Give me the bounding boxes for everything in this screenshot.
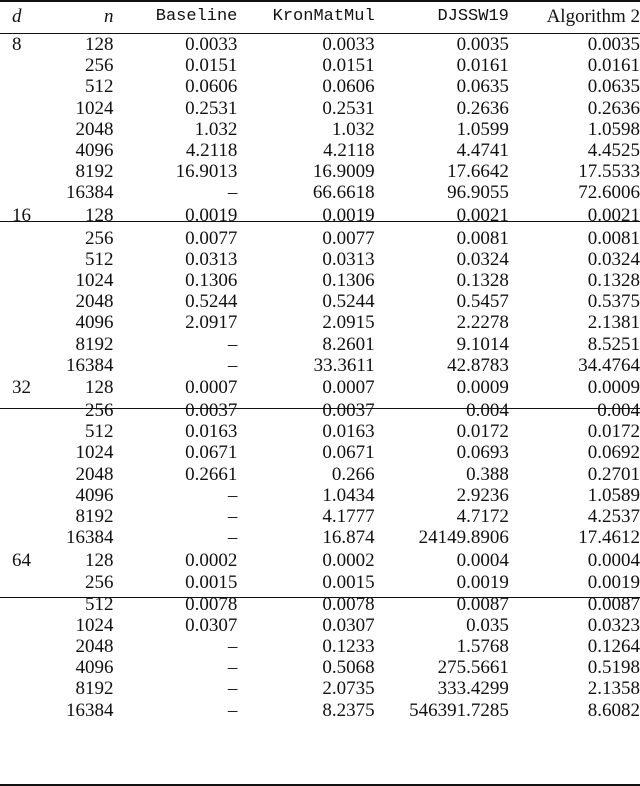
- cell-baseline: –: [227, 527, 238, 549]
- cell-kronmatmul: 0.0007: [322, 377, 375, 399]
- cell-algorithm2: 0.5198: [587, 657, 640, 679]
- cell-djssw19: 0.388: [466, 463, 509, 485]
- table-row: [0, 572, 640, 593]
- cell-baseline: 0.0313: [185, 248, 238, 270]
- cell-algorithm2: 0.0161: [587, 55, 640, 77]
- cell-djssw19: 0.2636: [456, 97, 509, 119]
- cell-algorithm2: 0.0021: [587, 205, 640, 227]
- table-row: [0, 291, 640, 312]
- cell-kronmatmul: 16.874: [322, 527, 375, 549]
- cell-algorithm2: 0.0004: [587, 549, 640, 571]
- cell-d: [0, 140, 43, 161]
- table-row: [0, 182, 640, 203]
- cell-baseline: –: [227, 333, 238, 355]
- cell-kronmatmul: 8.2601: [322, 333, 375, 355]
- table-row: [0, 636, 640, 657]
- cell-baseline: 0.1306: [185, 270, 238, 292]
- header-n: n: [104, 6, 114, 27]
- cell-djssw19: 0.0635: [456, 76, 509, 98]
- cell-kronmatmul: 2.0735: [322, 678, 375, 700]
- cell-djssw19: 0.0009: [456, 377, 509, 399]
- cell-d: [0, 228, 43, 249]
- cell-n: 4096: [75, 140, 114, 162]
- cell-n: 1024: [75, 270, 114, 292]
- cell-algorithm2: 4.4525: [587, 140, 640, 162]
- table-row: [0, 334, 640, 355]
- cell-kronmatmul: 2.0915: [322, 312, 375, 334]
- cell-n: 1024: [75, 442, 114, 464]
- cell-algorithm2: 0.2636: [587, 97, 640, 119]
- cell-baseline: 0.0606: [185, 76, 238, 98]
- cell-djssw19: 42.8783: [447, 354, 509, 376]
- cell-algorithm2: 0.0323: [587, 614, 640, 636]
- table-row: [0, 506, 640, 527]
- table-row: [0, 204, 640, 228]
- cell-djssw19: 24149.8906: [418, 527, 509, 549]
- cell-kronmatmul: 0.0078: [322, 593, 375, 615]
- cell-kronmatmul: 0.5068: [322, 657, 375, 679]
- table-row: [0, 421, 640, 442]
- cell-algorithm2: 72.6006: [578, 182, 640, 204]
- table-row: [0, 700, 640, 721]
- cell-djssw19: 17.6642: [447, 161, 509, 183]
- cell-d: [0, 98, 43, 119]
- cell-d: [0, 678, 43, 699]
- cell-kronmatmul: 0.0307: [322, 614, 375, 636]
- cell-n: 4096: [75, 312, 114, 334]
- cell-baseline: 4.2118: [185, 140, 238, 162]
- cell-djssw19: 0.0087: [456, 593, 509, 615]
- cell-d: [0, 572, 43, 593]
- cell-n: 8192: [75, 333, 114, 355]
- cell-kronmatmul: 0.0151: [322, 55, 375, 77]
- cell-algorithm2: 34.4764: [578, 354, 640, 376]
- cell-djssw19: 0.0324: [456, 248, 509, 270]
- cell-algorithm2: 17.5533: [578, 161, 640, 183]
- table-row: [0, 464, 640, 485]
- table-row: [0, 98, 640, 119]
- cell-n: 2048: [75, 118, 114, 140]
- cell-kronmatmul: 0.1233: [322, 636, 375, 658]
- cell-n: 512: [85, 76, 114, 98]
- cell-djssw19: 1.5768: [456, 636, 509, 658]
- cell-kronmatmul: 0.0077: [322, 227, 375, 249]
- cell-algorithm2: 8.5251: [587, 333, 640, 355]
- cell-n: 16384: [66, 354, 114, 376]
- cell-baseline: –: [227, 678, 238, 700]
- table-row: [0, 355, 640, 376]
- cell-d: [0, 270, 43, 291]
- cell-kronmatmul: 0.0671: [322, 442, 375, 464]
- cell-kronmatmul: 0.0019: [322, 205, 375, 227]
- cell-djssw19: 546391.7285: [409, 699, 509, 721]
- cell-d: 8: [12, 34, 22, 55]
- cell-n: 128: [85, 34, 114, 55]
- cell-n: 2048: [75, 636, 114, 658]
- cell-d: [0, 55, 43, 76]
- table-row: [0, 270, 640, 291]
- cell-baseline: –: [227, 484, 238, 506]
- cell-d: [0, 355, 43, 376]
- cell-n: 256: [85, 55, 114, 77]
- cell-n: 4096: [75, 484, 114, 506]
- cell-baseline: 0.0163: [185, 421, 238, 443]
- cell-d: [0, 615, 43, 636]
- cell-algorithm2: 0.004: [597, 400, 640, 422]
- cell-djssw19: 0.0081: [456, 227, 509, 249]
- cell-algorithm2: 0.0172: [587, 421, 640, 443]
- cell-algorithm2: 0.1328: [587, 270, 640, 292]
- cell-algorithm2: 0.2701: [587, 463, 640, 485]
- cell-d: [0, 421, 43, 442]
- cell-kronmatmul: 4.2118: [323, 140, 375, 162]
- cell-d: [0, 249, 43, 270]
- cell-d: [0, 312, 43, 333]
- table-row: [0, 312, 640, 333]
- table-row: [0, 657, 640, 678]
- cell-d: [0, 161, 43, 182]
- table-row: [0, 527, 640, 548]
- cell-d: [0, 76, 43, 97]
- cell-djssw19: 0.004: [466, 400, 509, 422]
- table-row: [0, 376, 640, 400]
- cell-baseline: –: [227, 506, 238, 528]
- table-row: [0, 400, 640, 421]
- cell-kronmatmul: 0.0606: [322, 76, 375, 98]
- cell-d: [0, 485, 43, 506]
- header-baseline: Baseline: [155, 7, 238, 26]
- cell-djssw19: 0.035: [466, 614, 509, 636]
- cell-baseline: 0.0002: [185, 549, 238, 571]
- cell-kronmatmul: 8.2375: [322, 699, 375, 721]
- cell-n: 128: [85, 549, 114, 571]
- cell-d: 64: [12, 549, 31, 571]
- cell-n: 512: [85, 593, 114, 615]
- cell-algorithm2: 2.1381: [587, 312, 640, 334]
- cell-algorithm2: 0.5375: [587, 291, 640, 313]
- cell-n: 128: [85, 377, 114, 399]
- cell-djssw19: 2.2278: [456, 312, 509, 334]
- table-row: [0, 140, 640, 161]
- cell-kronmatmul: 33.3611: [313, 354, 375, 376]
- cell-baseline: 0.0037: [185, 400, 238, 422]
- cell-n: 256: [85, 400, 114, 422]
- cell-n: 256: [85, 227, 114, 249]
- cell-kronmatmul: 1.0434: [322, 484, 375, 506]
- table-row: [0, 161, 640, 182]
- cell-algorithm2: 0.0081: [587, 227, 640, 249]
- cell-n: 8192: [75, 161, 114, 183]
- cell-algorithm2: 0.1264: [587, 636, 640, 658]
- cell-djssw19: 0.0172: [456, 421, 509, 443]
- cell-baseline: 0.2661: [185, 463, 238, 485]
- cell-d: [0, 334, 43, 355]
- cell-d: [0, 442, 43, 463]
- cell-kronmatmul: 16.9009: [312, 161, 375, 183]
- cell-kronmatmul: 66.6618: [312, 182, 375, 204]
- table-row: [0, 615, 640, 636]
- table-row: [0, 442, 640, 463]
- table-row: [0, 76, 640, 97]
- header-djssw19: DJSSW19: [437, 7, 509, 26]
- cell-d: 32: [12, 377, 31, 399]
- cell-djssw19: 4.7172: [456, 506, 509, 528]
- cell-baseline: 2.0917: [185, 312, 238, 334]
- cell-n: 8192: [75, 678, 114, 700]
- cell-d: [0, 291, 43, 312]
- cell-d: [0, 400, 43, 421]
- cell-baseline: 0.0151: [185, 55, 238, 77]
- header-row: [0, 0, 640, 34]
- cell-n: 128: [85, 205, 114, 227]
- cell-algorithm2: 0.0009: [587, 377, 640, 399]
- cell-djssw19: 0.1328: [456, 270, 509, 292]
- cell-djssw19: 0.0019: [456, 572, 509, 594]
- cell-kronmatmul: 0.1306: [322, 270, 375, 292]
- table-row: [0, 594, 640, 615]
- header-algorithm2: Algorithm 2: [546, 6, 640, 27]
- cell-baseline: –: [227, 657, 238, 679]
- cell-baseline: 0.0078: [185, 593, 238, 615]
- cell-djssw19: 333.4299: [437, 678, 509, 700]
- cell-n: 256: [85, 572, 114, 594]
- table-row: [0, 249, 640, 270]
- cell-d: [0, 527, 43, 548]
- cell-baseline: 0.0007: [185, 377, 238, 399]
- cell-algorithm2: 0.0692: [587, 442, 640, 464]
- cell-baseline: 0.0671: [185, 442, 238, 464]
- cell-djssw19: 96.9055: [447, 182, 509, 204]
- cell-d: [0, 700, 43, 721]
- table-row: [0, 228, 640, 249]
- cell-n: 16384: [66, 527, 114, 549]
- cell-baseline: 0.0019: [185, 205, 238, 227]
- table-row: [0, 485, 640, 506]
- cell-kronmatmul: 0.0163: [322, 421, 375, 443]
- cell-baseline: –: [227, 354, 238, 376]
- table-row: [0, 678, 640, 699]
- cell-n: 4096: [75, 657, 114, 679]
- cell-n: 16384: [66, 182, 114, 204]
- cell-baseline: 0.5244: [185, 291, 238, 313]
- cell-d: [0, 506, 43, 527]
- cell-algorithm2: 8.6082: [587, 699, 640, 721]
- cell-d: [0, 182, 43, 203]
- cell-algorithm2: 0.0019: [587, 572, 640, 594]
- cell-kronmatmul: 4.1777: [322, 506, 375, 528]
- cell-baseline: 0.0307: [185, 614, 238, 636]
- cell-kronmatmul: 0.0037: [322, 400, 375, 422]
- cell-n: 1024: [75, 97, 114, 119]
- header-d: d: [12, 6, 22, 27]
- cell-algorithm2: 0.0035: [587, 34, 640, 55]
- cell-djssw19: 1.0599: [456, 118, 509, 140]
- cell-baseline: 0.0077: [185, 227, 238, 249]
- cell-djssw19: 0.5457: [456, 291, 509, 313]
- table-row: [0, 119, 640, 140]
- cell-n: 2048: [75, 291, 114, 313]
- cell-baseline: 16.9013: [175, 161, 238, 183]
- cell-kronmatmul: 0.2531: [322, 97, 375, 119]
- cell-d: 16: [12, 205, 31, 227]
- cell-djssw19: 9.1014: [456, 333, 509, 355]
- cell-baseline: 0.0015: [185, 572, 238, 594]
- cell-djssw19: 0.0021: [456, 205, 509, 227]
- cell-n: 512: [85, 248, 114, 270]
- cell-kronmatmul: 0.5244: [322, 291, 375, 313]
- cell-n: 8192: [75, 506, 114, 528]
- cell-djssw19: 0.0004: [456, 549, 509, 571]
- cell-algorithm2: 0.0087: [587, 593, 640, 615]
- cell-baseline: –: [227, 699, 238, 721]
- cell-algorithm2: 0.0635: [587, 76, 640, 98]
- cell-djssw19: 275.5661: [437, 657, 509, 679]
- cell-djssw19: 4.4741: [456, 140, 509, 162]
- cell-n: 1024: [75, 614, 114, 636]
- cell-djssw19: 0.0693: [456, 442, 509, 464]
- cell-algorithm2: 1.0589: [587, 484, 640, 506]
- cell-n: 512: [85, 421, 114, 443]
- cell-baseline: 1.032: [194, 118, 238, 140]
- cell-djssw19: 0.0161: [456, 55, 509, 77]
- cell-algorithm2: 0.0324: [587, 248, 640, 270]
- cell-n: 2048: [75, 463, 114, 485]
- cell-algorithm2: 1.0598: [587, 118, 640, 140]
- cell-djssw19: 0.0035: [456, 34, 509, 55]
- cell-kronmatmul: 0.266: [331, 463, 375, 485]
- cell-baseline: –: [227, 636, 238, 658]
- cell-kronmatmul: 0.0002: [322, 549, 375, 571]
- cell-algorithm2: 17.4612: [578, 527, 640, 549]
- table-row: [0, 55, 640, 76]
- cell-algorithm2: 2.1358: [587, 678, 640, 700]
- cell-kronmatmul: 0.0313: [322, 248, 375, 270]
- cell-d: [0, 636, 43, 657]
- cell-kronmatmul: 0.0033: [322, 34, 375, 55]
- cell-kronmatmul: 1.032: [331, 118, 375, 140]
- cell-kronmatmul: 0.0015: [322, 572, 375, 594]
- table-row: [0, 34, 640, 55]
- cell-baseline: 0.2531: [185, 97, 238, 119]
- cell-d: [0, 594, 43, 615]
- cell-n: 16384: [66, 699, 114, 721]
- cell-baseline: 0.0033: [185, 34, 238, 55]
- cell-d: [0, 119, 43, 140]
- cell-algorithm2: 4.2537: [587, 506, 640, 528]
- table-row: [0, 548, 640, 572]
- table-body: [0, 34, 640, 721]
- cell-djssw19: 2.9236: [456, 484, 509, 506]
- cell-d: [0, 464, 43, 485]
- header-kronmatmul: KronMatMul: [272, 7, 375, 26]
- cell-d: [0, 657, 43, 678]
- cell-baseline: –: [227, 182, 238, 204]
